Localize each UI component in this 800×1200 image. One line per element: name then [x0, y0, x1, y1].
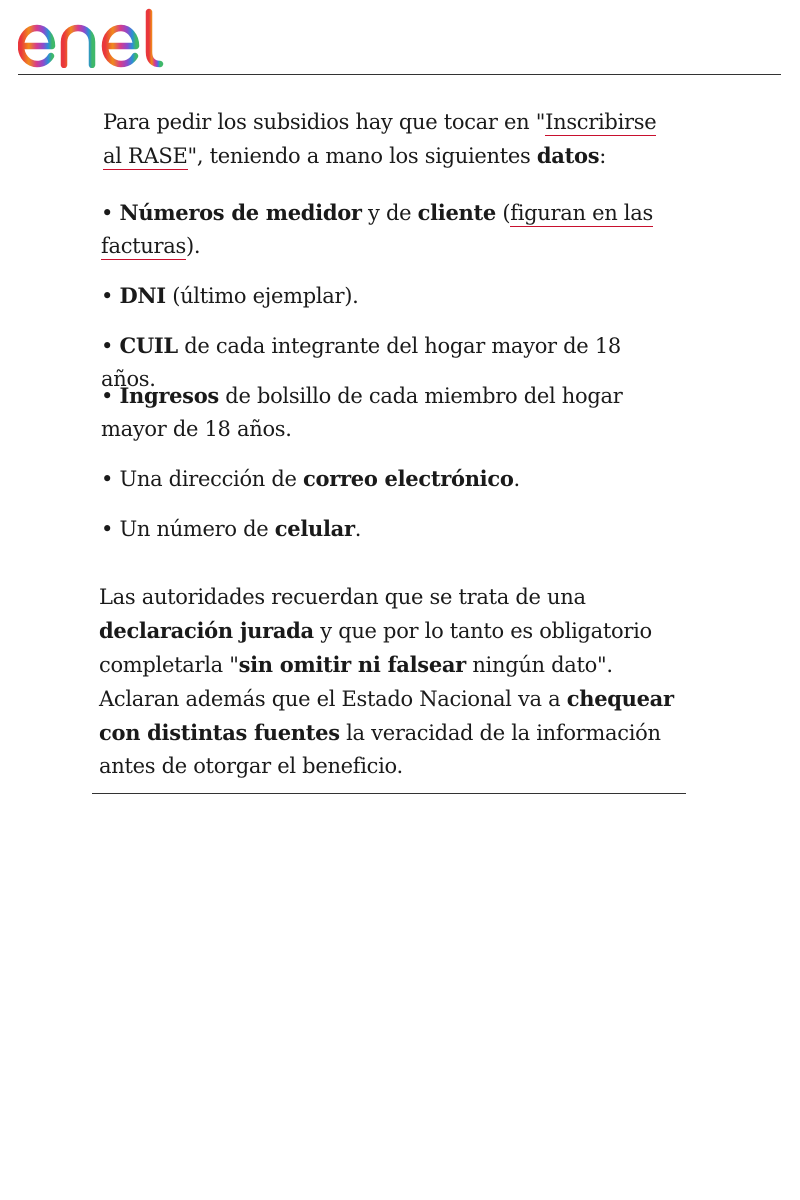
enel-logo[interactable]	[18, 8, 180, 68]
bold-text: DNI	[119, 283, 166, 308]
text: Las autoridades recuerdan que se trata de una	[99, 585, 586, 609]
list-item	[101, 196, 676, 263]
text: y que por lo tanto es obligatorio completarla "	[99, 619, 652, 677]
intro-paragraph	[103, 106, 673, 173]
rase-link[interactable]: Inscribirse al RASE	[103, 110, 657, 168]
bullet-dot: •	[101, 384, 120, 408]
bold-text: celular	[274, 516, 355, 541]
list-item	[101, 379, 676, 446]
bullet-dot: •	[101, 517, 120, 541]
bold-text: correo electrónico	[303, 466, 514, 491]
text: Una dirección de	[119, 467, 304, 491]
bold-text: cliente	[417, 200, 496, 225]
bold-text: Ingresos	[119, 383, 219, 408]
bold-text: Números de medidor	[119, 200, 362, 225]
text: .	[513, 467, 520, 491]
bullet-dot: •	[101, 467, 120, 491]
bold-text: CUIL	[119, 333, 178, 358]
bullet-dot: •	[101, 284, 120, 308]
text: y de	[361, 201, 418, 225]
text: la veracidad de la información antes de otorgar el beneficio.	[99, 721, 661, 778]
text: ningún dato". Aclaran además que el Estado Nacional va a	[99, 653, 613, 711]
bold-text: sin omitir ni falsear	[238, 652, 466, 677]
text: (último ejemplar).	[165, 284, 359, 308]
text: :	[599, 144, 606, 168]
list-item	[101, 512, 676, 546]
list-item	[101, 462, 676, 496]
text: .	[354, 517, 362, 541]
text: ).	[185, 234, 201, 258]
closing-paragraph	[99, 581, 699, 783]
text: de cada integrante del hogar mayor de 18 años.	[101, 334, 621, 391]
site-header	[18, 0, 781, 75]
facturas-link[interactable]: figuran en las facturas	[101, 201, 653, 258]
bold-text: declaración jurada	[99, 618, 314, 643]
bold-text: datos	[536, 143, 600, 168]
text: Para pedir los subsidios hay que tocar en "	[103, 110, 546, 134]
text: ", teniendo a mano los siguientes	[187, 144, 537, 168]
content-divider	[92, 793, 686, 794]
text: Un número de	[119, 517, 275, 541]
text: de bolsillo de cada miembro del hogar mayor de 18 años.	[101, 384, 623, 441]
text: (	[495, 201, 511, 225]
list-item	[101, 279, 676, 313]
bullet-dot: •	[101, 334, 120, 358]
bold-text: chequear con distintas fuentes	[99, 686, 674, 745]
bullet-dot: •	[101, 201, 120, 225]
